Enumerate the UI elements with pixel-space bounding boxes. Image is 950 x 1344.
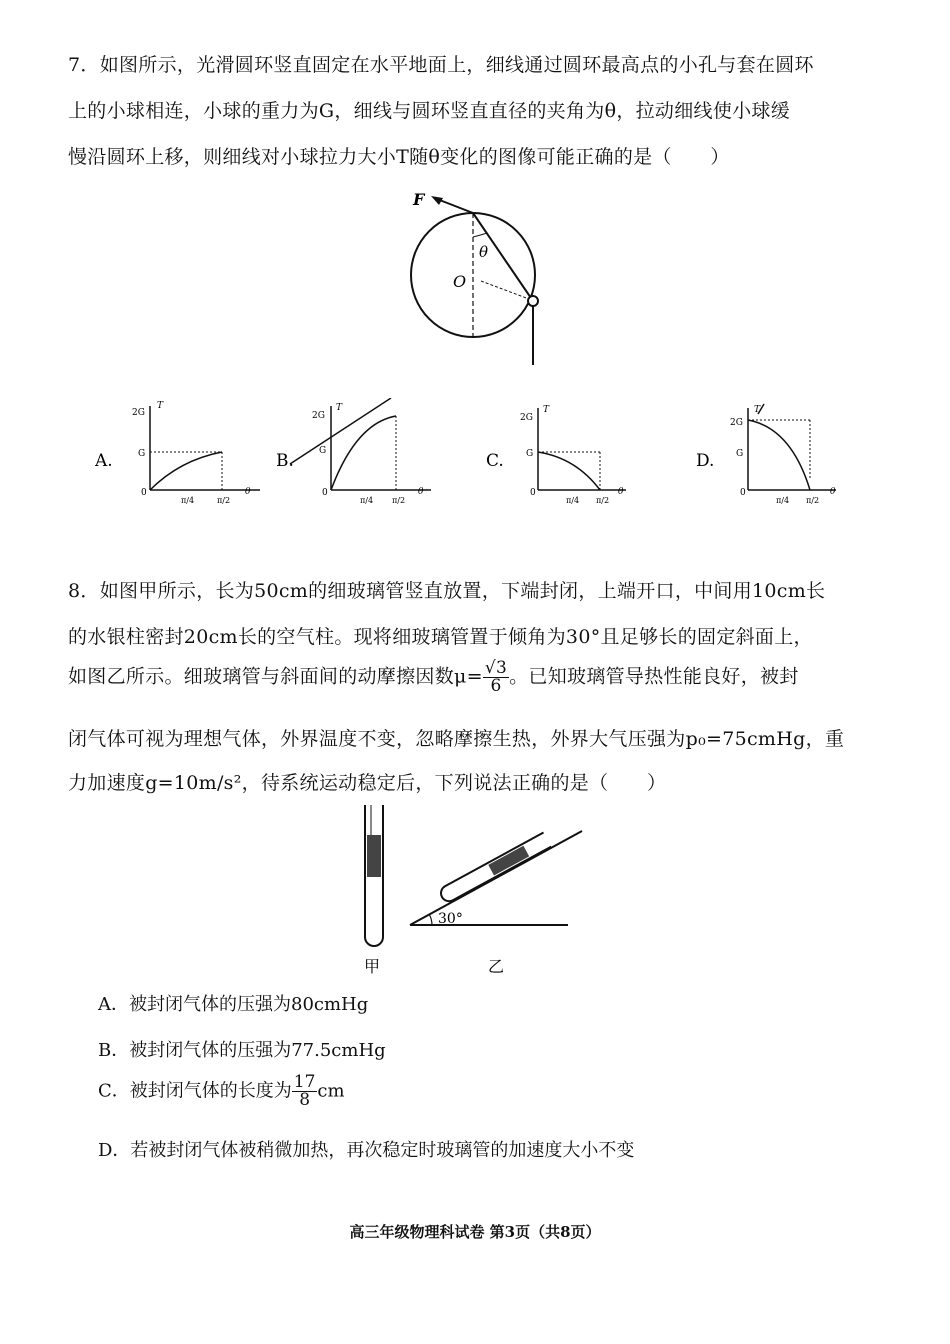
force-label: F xyxy=(413,190,425,209)
svg-text:θ: θ xyxy=(245,487,251,497)
svg-text:π/4: π/4 xyxy=(360,496,374,505)
svg-text:2G: 2G xyxy=(312,411,325,421)
svg-text:T: T xyxy=(157,401,164,411)
mu-fraction: $\frac{√3}{6}$ xyxy=(484,658,508,696)
fig-yi-label: 乙 xyxy=(488,957,505,976)
svg-text:2G: 2G xyxy=(132,408,145,418)
svg-text:π/2: π/2 xyxy=(217,496,231,505)
q8-figures xyxy=(350,805,590,980)
option-letter: B. xyxy=(276,451,294,471)
svg-text:0: 0 xyxy=(530,488,536,498)
q7-line-2: 上的小球相连，小球的重力为G，细线与圆环竖直直径的夹角为θ，拉动细线使小球缓 xyxy=(68,100,791,122)
fig-jia-label: 甲 xyxy=(364,957,381,976)
q8-line-2: 的水银柱密封20cm长的空气柱。现将细玻璃管置于倾角为30°且足够长的固定斜面上， xyxy=(68,626,813,648)
svg-text:G: G xyxy=(736,449,744,459)
q7-option-a[interactable] xyxy=(95,398,265,518)
svg-text:G: G xyxy=(138,449,146,459)
q7-option-c[interactable] xyxy=(486,398,646,518)
svg-text:π/2: π/2 xyxy=(596,496,610,505)
q7-line-3: 慢沿圆环上移，则细线对小球拉力大小T随θ变化的图像可能正确的是（ ） xyxy=(68,146,730,168)
svg-text:0: 0 xyxy=(322,488,328,498)
option-letter: D. xyxy=(696,451,715,471)
svg-text:π/2: π/2 xyxy=(392,496,406,505)
svg-text:θ: θ xyxy=(618,487,624,497)
svg-text:G: G xyxy=(319,446,327,456)
length-fraction: $\frac{17}{8}$ xyxy=(293,1072,316,1110)
q7-ring-figure xyxy=(395,185,555,375)
q7-option-b[interactable] xyxy=(276,398,446,518)
svg-text:θ: θ xyxy=(830,487,836,497)
svg-text:0: 0 xyxy=(740,488,746,498)
svg-text:π/4: π/4 xyxy=(181,496,195,505)
q7-line-1: 7．如图所示，光滑圆环竖直固定在水平地面上，细线通过圆环最高点的小孔与套在圆环 xyxy=(68,54,814,76)
q8-option-a[interactable]: A．被封闭气体的压强为80cmHg xyxy=(98,994,369,1015)
q8-option-d[interactable]: D．若被封闭气体被稍微加热，再次稳定时玻璃管的加速度大小不变 xyxy=(98,1140,635,1161)
q8-option-b[interactable]: B．被封闭气体的压强为77.5cmHg xyxy=(98,1040,386,1061)
svg-text:2G: 2G xyxy=(520,413,533,423)
svg-text:T: T xyxy=(543,405,550,415)
svg-text:T: T xyxy=(336,403,343,413)
q8-option-c[interactable]: C．被封闭气体的长度为 $\frac{17}{8}$ cm xyxy=(98,1072,345,1110)
incline-angle-label: 30° xyxy=(438,911,463,927)
option-letter: A. xyxy=(95,451,113,471)
center-label: O xyxy=(453,272,467,291)
svg-text:2G: 2G xyxy=(730,418,743,428)
q7-option-d[interactable] xyxy=(696,398,856,518)
svg-text:T: T xyxy=(754,405,761,415)
svg-text:π/2: π/2 xyxy=(806,496,820,505)
q8-line-1: 8．如图甲所示，长为50cm的细玻璃管竖直放置，下端封闭，上端开口，中间用10cm长 xyxy=(68,580,826,602)
page-footer: 高三年级物理科试卷 第3页（共8页） xyxy=(349,1223,601,1241)
svg-text:θ: θ xyxy=(418,487,424,497)
svg-text:0: 0 xyxy=(141,488,147,498)
q8-line-5: 力加速度g=10m/s²，待系统运动稳定后，下列说法正确的是（ ） xyxy=(68,772,667,794)
svg-text:π/4: π/4 xyxy=(566,496,580,505)
q8-line-4: 闭气体可视为理想气体，外界温度不变，忽略摩擦生热，外界大气压强为p₀=75cmHg，重 xyxy=(68,728,845,750)
svg-text:π/4: π/4 xyxy=(776,496,790,505)
angle-label: θ xyxy=(479,243,489,261)
option-letter: C. xyxy=(486,451,504,471)
svg-text:G: G xyxy=(526,449,534,459)
q8-line-3: 如图乙所示。细玻璃管与斜面间的动摩擦因数μ= $\frac{√3}{6}$ 。已知玻璃管导热性能良好，被封 xyxy=(68,658,799,696)
